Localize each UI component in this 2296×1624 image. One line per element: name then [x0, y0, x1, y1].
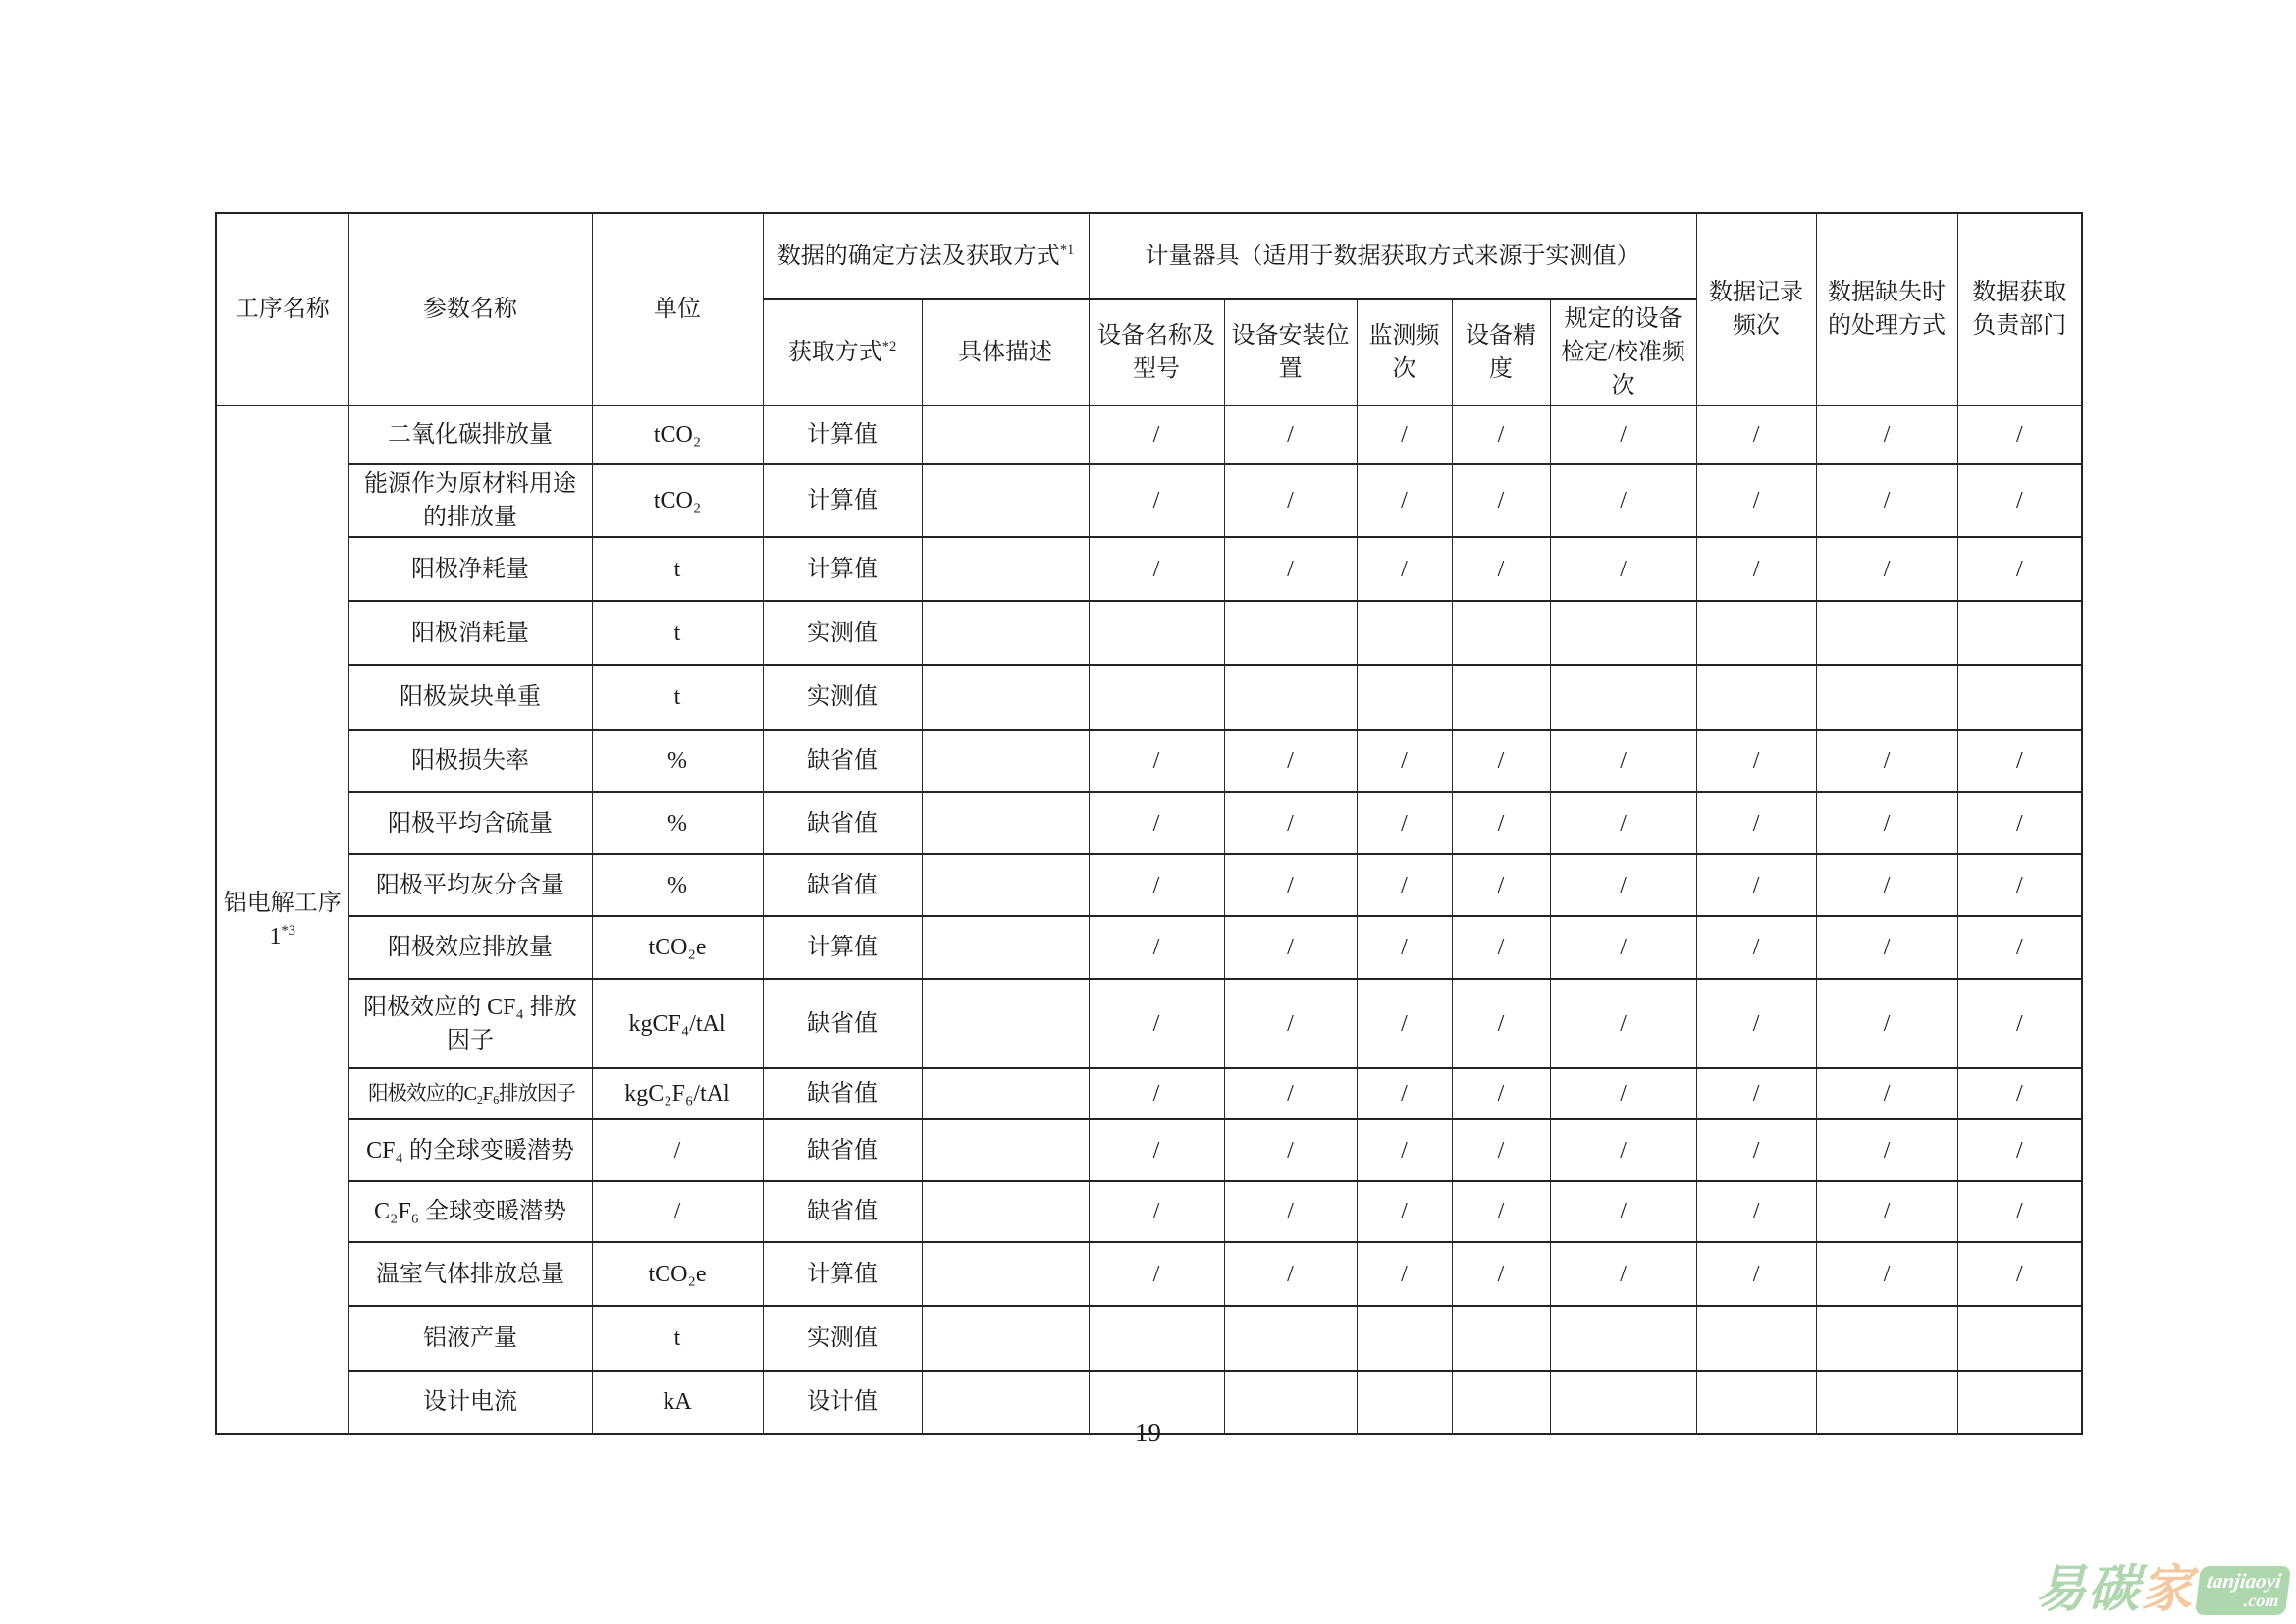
param-cell: C₂F₆ 全球变暖潜势 — [348, 1181, 592, 1242]
table-row — [216, 665, 2082, 730]
header-row-group — [216, 213, 2082, 299]
monitor-freq-cell: / — [1357, 792, 1452, 854]
unit-cell: tCO₂ — [592, 406, 763, 464]
table-row — [216, 464, 2082, 537]
device-name-cell — [1089, 1306, 1224, 1371]
device-accuracy-cell: / — [1452, 792, 1550, 854]
device-name-cell: / — [1089, 1119, 1224, 1181]
unit-cell: % — [592, 854, 763, 916]
unit-cell: t — [592, 537, 763, 601]
responsible-dept-cell: / — [1957, 854, 2082, 916]
device-accuracy-cell: / — [1452, 1068, 1550, 1119]
monitor-freq-cell: / — [1357, 730, 1452, 792]
calibration-freq-cell: / — [1550, 730, 1696, 792]
device-location-cell: / — [1224, 1119, 1357, 1181]
responsible-dept-cell: / — [1957, 792, 2082, 854]
calibration-freq-cell: / — [1550, 1181, 1696, 1242]
responsible-dept-cell: / — [1957, 916, 2082, 979]
responsible-dept-cell: / — [1957, 1181, 2082, 1242]
missing-handling-cell: / — [1816, 854, 1957, 916]
table-row — [216, 792, 2082, 854]
device-accuracy-cell: / — [1452, 730, 1550, 792]
header-acquisition-mode — [763, 299, 922, 406]
responsible-dept-cell — [1957, 1306, 2082, 1371]
missing-handling-cell: / — [1816, 1119, 1957, 1181]
record-freq-cell: / — [1696, 979, 1816, 1068]
device-location-cell: / — [1224, 792, 1357, 854]
device-location-cell: / — [1224, 854, 1357, 916]
param-cell: 阳极净耗量 — [348, 537, 592, 601]
method-cell: 缺省值 — [763, 730, 922, 792]
method-cell: 实测值 — [763, 1306, 922, 1371]
record-freq-cell — [1696, 601, 1816, 665]
watermark-badge-line2: .com — [2243, 1591, 2280, 1611]
header-device-location-label: 设备安装位置 — [1231, 323, 1350, 383]
calibration-freq-cell: / — [1550, 854, 1696, 916]
page-number: 19 — [1135, 1418, 1161, 1447]
table-row — [216, 730, 2082, 792]
record-freq-cell: / — [1696, 1119, 1816, 1181]
unit-cell: t — [592, 665, 763, 730]
description-cell — [922, 854, 1089, 916]
description-cell — [922, 665, 1089, 730]
device-location-cell: / — [1224, 406, 1357, 464]
record-freq-cell: / — [1696, 1068, 1816, 1119]
param-cell: 二氧化碳排放量 — [348, 406, 592, 464]
header-parameter-name — [348, 213, 592, 406]
monitor-freq-cell — [1357, 601, 1452, 665]
unit-cell: t — [592, 601, 763, 665]
param-cell: 铝液产量 — [348, 1306, 592, 1371]
responsible-dept-cell: / — [1957, 1119, 2082, 1181]
header-responsible-dept — [1957, 213, 2082, 406]
monitor-freq-cell — [1357, 665, 1452, 730]
description-cell — [922, 537, 1089, 601]
method-cell: 计算值 — [763, 464, 922, 537]
description-cell — [922, 1181, 1089, 1242]
device-name-cell: / — [1089, 1181, 1224, 1242]
responsible-dept-cell — [1957, 601, 2082, 665]
responsible-dept-cell — [1957, 665, 2082, 730]
table-row — [216, 1242, 2082, 1306]
monitor-freq-cell: / — [1357, 1242, 1452, 1306]
record-freq-cell — [1696, 1306, 1816, 1371]
watermark-badge-line1: tanjiaoyi — [2205, 1569, 2283, 1594]
record-freq-cell: / — [1696, 1181, 1816, 1242]
header-acquisition-mode-label: 获取方式 — [787, 340, 882, 366]
device-location-cell — [1224, 665, 1357, 730]
calibration-freq-cell: / — [1550, 916, 1696, 979]
watermark-char-yi: 易 — [2035, 1562, 2087, 1618]
monitor-freq-cell: / — [1357, 1119, 1452, 1181]
table-row — [216, 406, 2082, 464]
description-cell — [922, 1306, 1089, 1371]
process-index-text — [221, 920, 345, 953]
header-description — [922, 299, 1089, 406]
header-method-group — [763, 213, 1089, 299]
device-location-cell: / — [1224, 464, 1357, 537]
method-cell: 缺省值 — [763, 792, 922, 854]
device-accuracy-cell: / — [1452, 854, 1550, 916]
description-cell — [922, 730, 1089, 792]
header-description-label: 具体描述 — [958, 340, 1052, 366]
calibration-freq-cell: / — [1550, 537, 1696, 601]
param-cell: 阳极效应排放量 — [348, 916, 592, 979]
device-name-cell — [1089, 665, 1224, 730]
header-device-accuracy-label: 设备精度 — [1466, 323, 1537, 383]
missing-handling-cell: / — [1816, 916, 1957, 979]
missing-handling-cell: / — [1816, 1181, 1957, 1242]
header-method-group-label: 数据的确定方法及获取方式 — [776, 243, 1060, 269]
unit-cell: / — [592, 1119, 763, 1181]
missing-handling-cell: / — [1816, 730, 1957, 792]
monitor-freq-cell — [1357, 1306, 1452, 1371]
missing-handling-cell — [1816, 665, 1957, 730]
calibration-freq-cell — [1550, 665, 1696, 730]
unit-cell: % — [592, 792, 763, 854]
device-accuracy-cell — [1452, 665, 1550, 730]
monitor-freq-cell: / — [1357, 464, 1452, 537]
calibration-freq-cell: / — [1550, 1242, 1696, 1306]
param-cell: 温室气体排放总量 — [348, 1242, 592, 1306]
device-location-cell: / — [1224, 1242, 1357, 1306]
header-unit-label: 单位 — [654, 297, 701, 323]
device-accuracy-cell: / — [1452, 537, 1550, 601]
table-row — [216, 916, 2082, 979]
calibration-freq-cell: / — [1550, 979, 1696, 1068]
method-cell: 计算值 — [763, 1242, 922, 1306]
header-device-accuracy — [1452, 299, 1550, 406]
calibration-freq-cell: / — [1550, 464, 1696, 537]
device-location-cell — [1224, 601, 1357, 665]
header-calibration-freq-label: 规定的设备检定/校准频次 — [1561, 306, 1685, 400]
device-name-cell — [1089, 601, 1224, 665]
device-name-cell: / — [1089, 1068, 1224, 1119]
header-instrument-group — [1089, 213, 1696, 299]
footnote-2-marker: *2 — [881, 339, 897, 355]
description-cell — [922, 1119, 1089, 1181]
watermark-char-tan: 碳 — [2088, 1562, 2140, 1618]
description-cell — [922, 792, 1089, 854]
monitoring-parameters-table — [215, 212, 2083, 1435]
responsible-dept-cell: / — [1957, 406, 2082, 464]
table-row — [216, 1068, 2082, 1119]
monitor-freq-cell: / — [1357, 406, 1452, 464]
missing-handling-cell: / — [1816, 792, 1957, 854]
device-accuracy-cell: / — [1452, 1242, 1550, 1306]
device-accuracy-cell: / — [1452, 464, 1550, 537]
method-cell: 实测值 — [763, 601, 922, 665]
header-device-name-model-label: 设备名称及型号 — [1097, 323, 1216, 383]
unit-cell: tCO₂e — [592, 1242, 763, 1306]
param-cell: 能源作为原材料用途的排放量 — [348, 464, 592, 537]
unit-cell: / — [592, 1181, 763, 1242]
footnote-1-marker: *1 — [1059, 242, 1075, 258]
header-calibration-freq — [1550, 299, 1696, 406]
responsible-dept-cell: / — [1957, 464, 2082, 537]
device-name-cell: / — [1089, 537, 1224, 601]
record-freq-cell: / — [1696, 730, 1816, 792]
process-name-text: 铝电解工序 — [223, 890, 342, 916]
device-name-cell: / — [1089, 1242, 1224, 1306]
monitor-freq-cell: / — [1357, 854, 1452, 916]
record-freq-cell: / — [1696, 537, 1816, 601]
calibration-freq-cell: / — [1550, 406, 1696, 464]
header-record-freq-label: 数据记录频次 — [1709, 280, 1804, 340]
param-cell: 设计电流 — [348, 1371, 592, 1434]
param-cell: 阳极炭块单重 — [348, 665, 592, 730]
table-body — [216, 406, 2082, 1434]
device-location-cell — [1224, 1306, 1357, 1371]
header-record-freq — [1696, 213, 1816, 406]
record-freq-cell: / — [1696, 792, 1816, 854]
header-parameter-name-label: 参数名称 — [423, 297, 517, 323]
device-accuracy-cell: / — [1452, 979, 1550, 1068]
watermark-logo — [2035, 1562, 2288, 1618]
header-process-name — [216, 213, 348, 406]
process-name-cell — [216, 406, 348, 1434]
record-freq-cell: / — [1696, 406, 1816, 464]
param-cell: 阳极消耗量 — [348, 601, 592, 665]
param-cell: 阳极平均含硫量 — [348, 792, 592, 854]
method-cell: 实测值 — [763, 665, 922, 730]
monitor-freq-cell: / — [1357, 916, 1452, 979]
watermark-char-jia: 家 — [2141, 1562, 2193, 1618]
unit-cell: % — [592, 730, 763, 792]
method-cell: 缺省值 — [763, 1181, 922, 1242]
calibration-freq-cell: / — [1550, 792, 1696, 854]
device-location-cell: / — [1224, 916, 1357, 979]
param-cell: 阳极效应的C₂F₆排放因子 — [348, 1068, 592, 1119]
table-row — [216, 601, 2082, 665]
device-name-cell: / — [1089, 916, 1224, 979]
table-row — [216, 1306, 2082, 1371]
table-row — [216, 854, 2082, 916]
table-row — [216, 537, 2082, 601]
param-cell: 阳极平均灰分含量 — [348, 854, 592, 916]
responsible-dept-cell: / — [1957, 1242, 2082, 1306]
table-header — [216, 213, 2082, 406]
header-monitor-freq-label: 监测频次 — [1368, 323, 1440, 383]
header-monitor-freq — [1357, 299, 1452, 406]
device-location-cell: / — [1224, 537, 1357, 601]
missing-handling-cell — [1816, 601, 1957, 665]
missing-handling-cell: / — [1816, 1242, 1957, 1306]
device-name-cell: / — [1089, 854, 1224, 916]
unit-cell: kgC₂F₆/tAl — [592, 1068, 763, 1119]
description-cell — [922, 916, 1089, 979]
missing-handling-cell: / — [1816, 464, 1957, 537]
missing-handling-cell: / — [1816, 1068, 1957, 1119]
device-name-cell: / — [1089, 792, 1224, 854]
param-cell: 阳极损失率 — [348, 730, 592, 792]
method-cell: 设计值 — [763, 1371, 922, 1434]
device-accuracy-cell: / — [1452, 406, 1550, 464]
header-device-location — [1224, 299, 1357, 406]
description-cell — [922, 464, 1089, 537]
device-location-cell: / — [1224, 1068, 1357, 1119]
device-name-cell: / — [1089, 730, 1224, 792]
method-cell: 计算值 — [763, 406, 922, 464]
header-instrument-group-label: 计量器具（适用于数据获取方式来源于实测值） — [1145, 243, 1640, 269]
method-cell: 计算值 — [763, 916, 922, 979]
missing-handling-cell: / — [1816, 537, 1957, 601]
device-accuracy-cell — [1452, 601, 1550, 665]
record-freq-cell — [1696, 665, 1816, 730]
calibration-freq-cell: / — [1550, 1068, 1696, 1119]
method-cell: 缺省值 — [763, 979, 922, 1068]
table-row — [216, 1119, 2082, 1181]
unit-cell: tCO₂ — [592, 464, 763, 537]
calibration-freq-cell — [1550, 1306, 1696, 1371]
unit-cell: t — [592, 1306, 763, 1371]
description-cell — [922, 979, 1089, 1068]
responsible-dept-cell: / — [1957, 537, 2082, 601]
responsible-dept-cell: / — [1957, 979, 2082, 1068]
unit-cell: kA — [592, 1371, 763, 1434]
device-accuracy-cell: / — [1452, 1181, 1550, 1242]
device-location-cell: / — [1224, 730, 1357, 792]
param-cell: 阳极效应的 CF₄ 排放因子 — [348, 979, 592, 1068]
description-cell — [922, 1242, 1089, 1306]
device-location-cell: / — [1224, 1181, 1357, 1242]
monitor-freq-cell: / — [1357, 979, 1452, 1068]
responsible-dept-cell: / — [1957, 730, 2082, 792]
unit-cell: kgCF₄/tAl — [592, 979, 763, 1068]
watermark-badge — [2195, 1566, 2291, 1615]
description-cell — [922, 1068, 1089, 1119]
monitor-freq-cell: / — [1357, 537, 1452, 601]
responsible-dept-cell: / — [1957, 1068, 2082, 1119]
process-index-number: 1 — [269, 923, 282, 949]
footnote-3-marker: *3 — [281, 922, 295, 939]
unit-cell: tCO₂e — [592, 916, 763, 979]
method-cell: 缺省值 — [763, 1119, 922, 1181]
device-name-cell: / — [1089, 464, 1224, 537]
param-cell: CF₄ 的全球变暖潜势 — [348, 1119, 592, 1181]
record-freq-cell: / — [1696, 1242, 1816, 1306]
method-cell: 缺省值 — [763, 1068, 922, 1119]
header-process-name-label: 工序名称 — [235, 297, 330, 323]
calibration-freq-cell — [1550, 601, 1696, 665]
description-cell — [922, 601, 1089, 665]
device-location-cell: / — [1224, 979, 1357, 1068]
header-missing-handling — [1816, 213, 1957, 406]
missing-handling-cell — [1816, 1306, 1957, 1371]
device-accuracy-cell: / — [1452, 1119, 1550, 1181]
device-name-cell: / — [1089, 406, 1224, 464]
record-freq-cell: / — [1696, 854, 1816, 916]
table-row — [216, 1181, 2082, 1242]
table-row — [216, 979, 2082, 1068]
header-unit — [592, 213, 763, 406]
missing-handling-cell: / — [1816, 979, 1957, 1068]
header-device-name-model — [1089, 299, 1224, 406]
header-missing-handling-label: 数据缺失时的处理方式 — [1828, 280, 1947, 340]
device-name-cell: / — [1089, 979, 1224, 1068]
calibration-freq-cell: / — [1550, 1119, 1696, 1181]
description-cell — [922, 406, 1089, 464]
device-accuracy-cell — [1452, 1306, 1550, 1371]
record-freq-cell: / — [1696, 916, 1816, 979]
device-accuracy-cell: / — [1452, 916, 1550, 979]
monitor-freq-cell: / — [1357, 1068, 1452, 1119]
missing-handling-cell: / — [1816, 406, 1957, 464]
monitor-freq-cell: / — [1357, 1181, 1452, 1242]
method-cell: 计算值 — [763, 537, 922, 601]
record-freq-cell: / — [1696, 464, 1816, 537]
header-responsible-dept-label: 数据获取负责部门 — [1972, 280, 2067, 340]
method-cell: 缺省值 — [763, 854, 922, 916]
